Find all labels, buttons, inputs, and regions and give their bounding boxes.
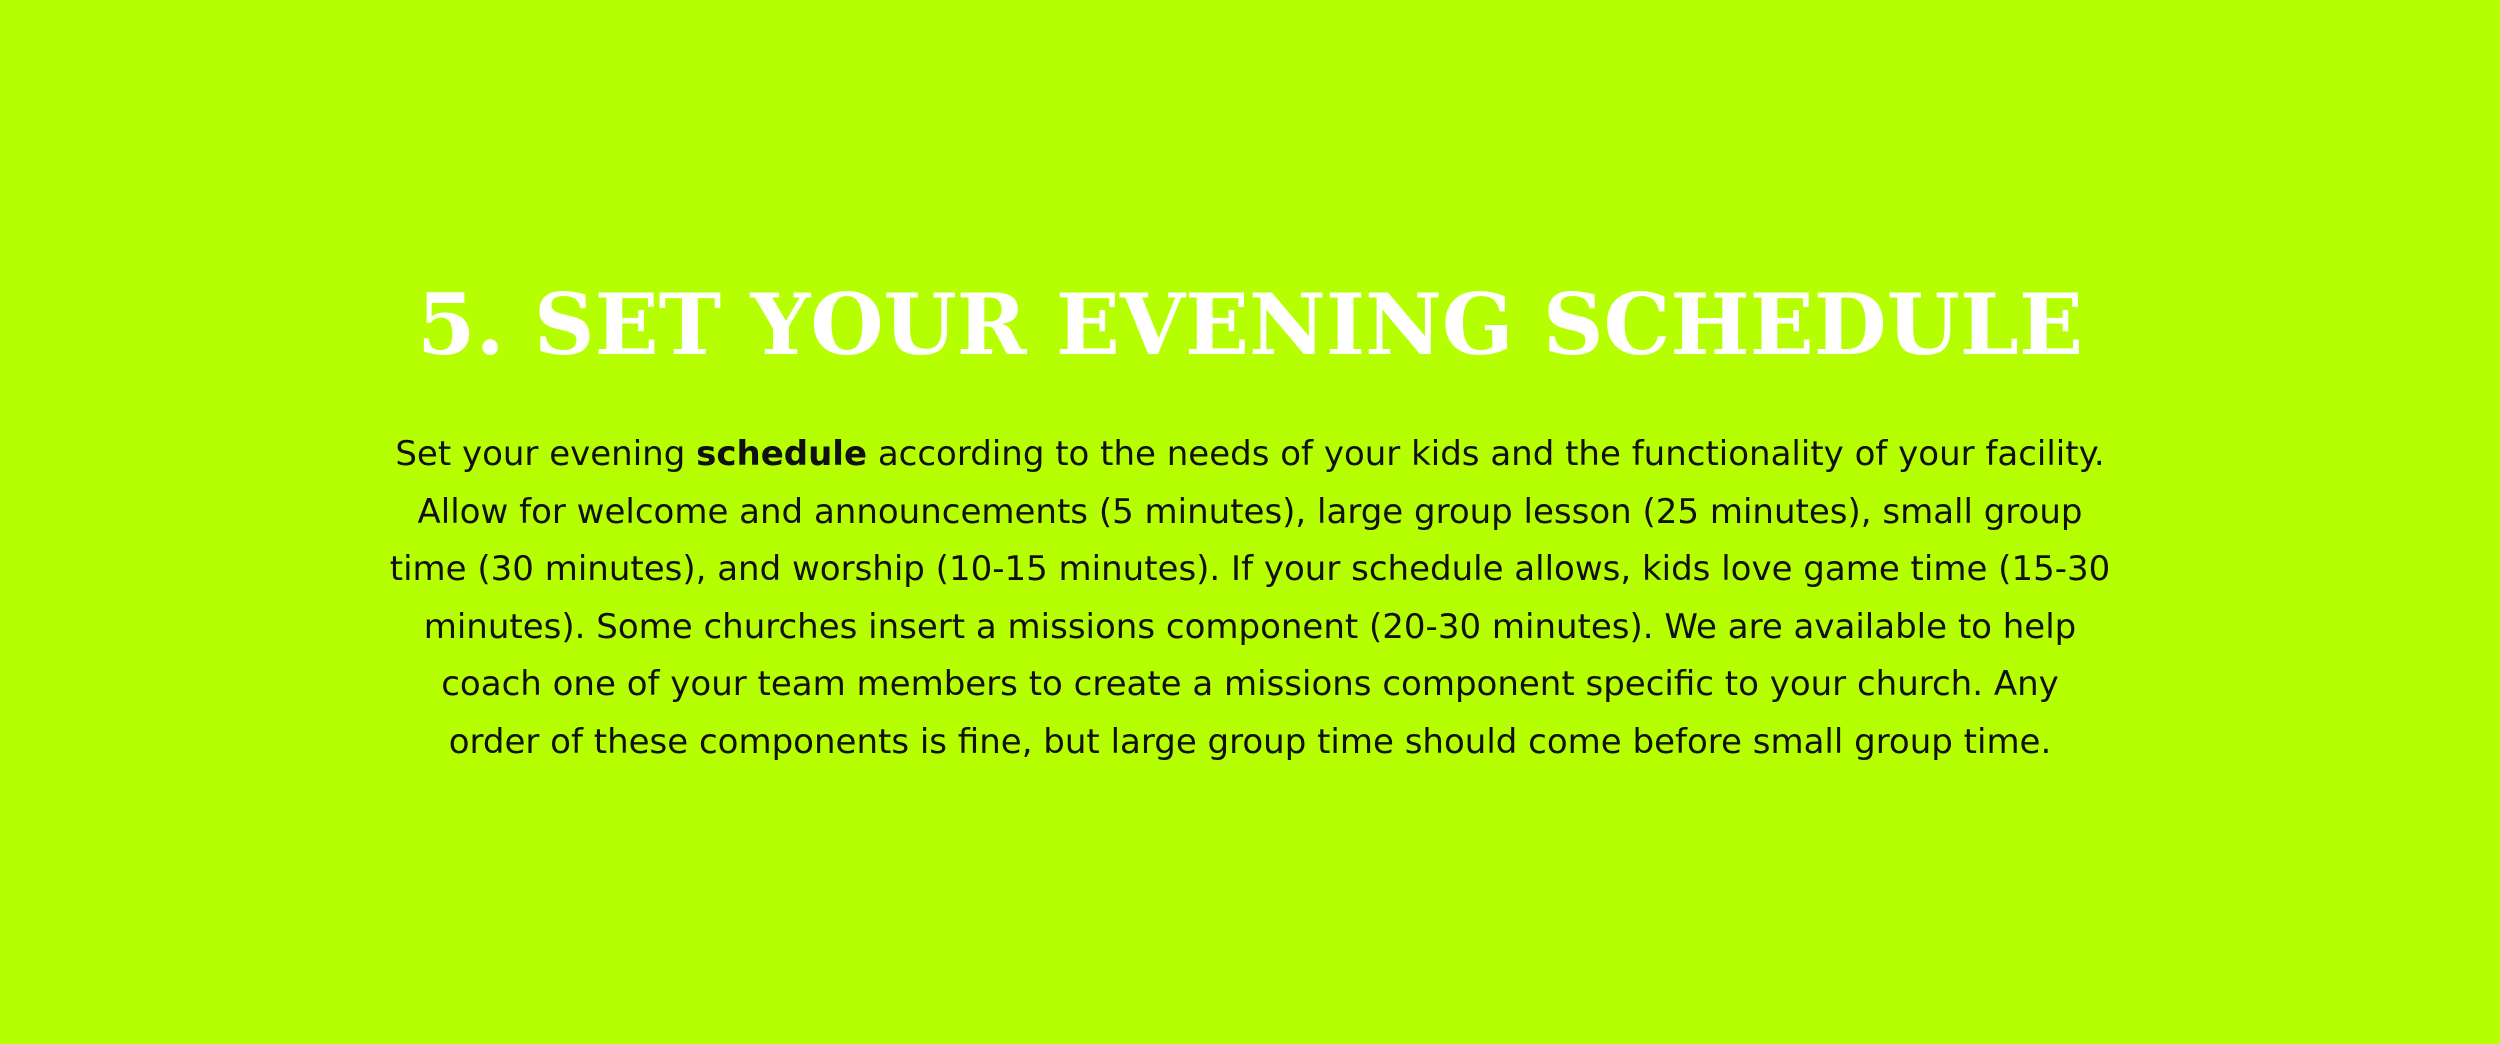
paragraph-line-5: coach one of your team members to create a missions component specific to your church. Any [441,664,2059,705]
paragraph-line-3: time (30 minutes), and worship (10-15 minutes). If your schedule allows, kids love game time (15-30 [389,549,2111,590]
paragraph-line-2: Allow for welcome and announcements (5 minutes), large group lesson (25 minutes), small group [417,491,2083,532]
paragraph-line-1 [0,426,2500,484]
section-heading: 5. SET YOUR EVENING SCHEDULE [417,275,2083,374]
schedule-bold-word: schedule [696,434,868,474]
paragraph-line-1-end: according to the needs of your kids and the functionality of your facility. [867,434,2105,474]
paragraph-line-1-start: Set your evening [395,434,697,474]
paragraph-line-4: minutes). Some churches insert a missions component (20-30 minutes). We are available to help [423,606,2077,647]
paragraph-line-6: order of these components is fine, but large group time should come before small group time. [448,721,2052,762]
schedule-paragraph [0,426,2500,772]
